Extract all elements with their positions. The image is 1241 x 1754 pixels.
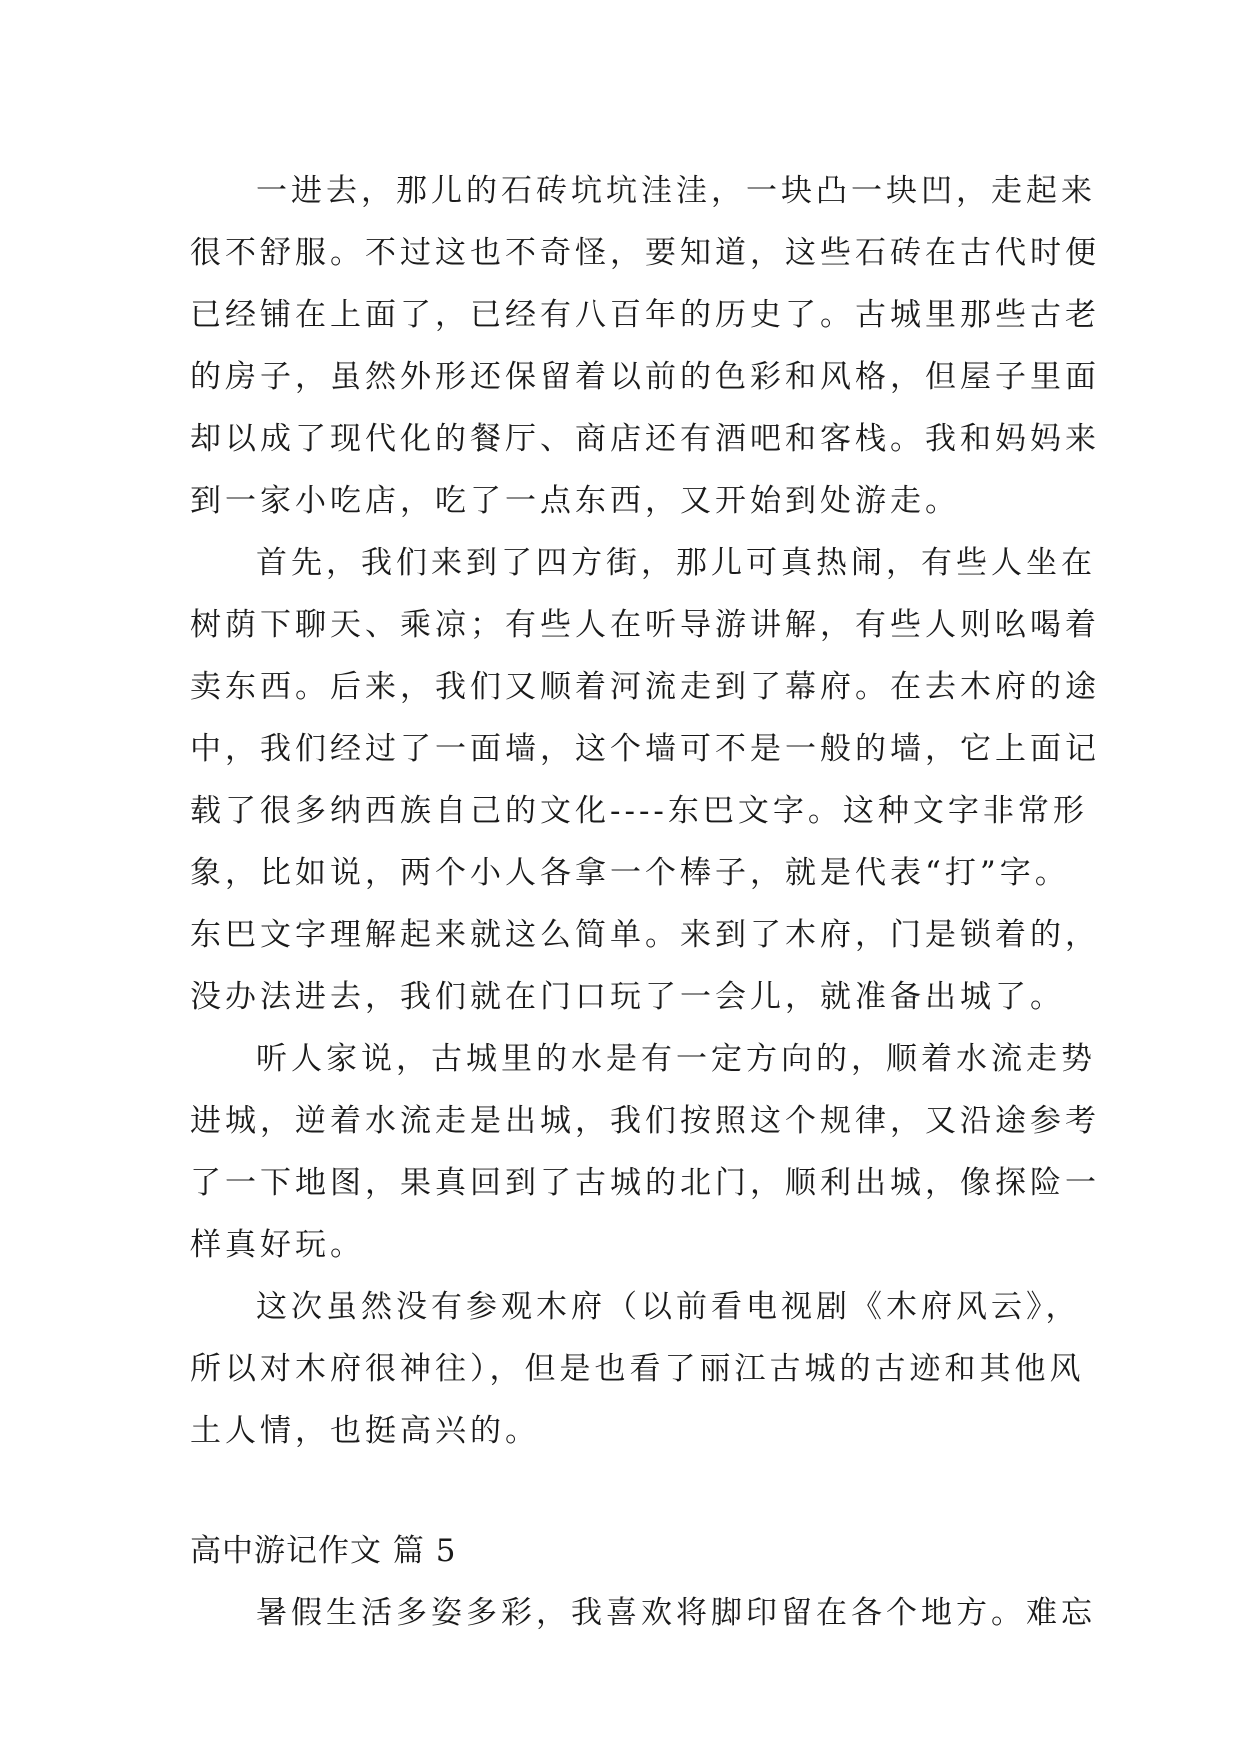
paragraph-line: 所以对木府很神往），但是也看了丽江古城的古迹和其他风 bbox=[190, 1351, 1085, 1387]
paragraph-line: 中，我们经过了一面墙，这个墙可不是一般的墙，它上面记 bbox=[190, 731, 1100, 767]
paragraph-line: 已经铺在上面了，已经有八百年的历史了。古城里那些古老 bbox=[190, 297, 1100, 333]
section-heading: 高中游记作文 篇 5 bbox=[190, 1533, 457, 1569]
paragraph-line: 首先，我们来到了四方街，那儿可真热闹，有些人坐在 bbox=[256, 545, 1096, 581]
section-gap bbox=[190, 1462, 1060, 1520]
paragraph-line: 到一家小吃店，吃了一点东西，又开始到处游走。 bbox=[190, 483, 960, 519]
paragraph-line: 的房子，虽然外形还保留着以前的色彩和风格，但屋子里面 bbox=[190, 359, 1100, 395]
paragraph-line: 没办法进去，我们就在门口玩了一会儿，就准备出城了。 bbox=[190, 979, 1065, 1015]
paragraph bbox=[190, 1028, 1100, 1276]
paragraph-line: 这次虽然没有参观木府（以前看电视剧《木府风云》， bbox=[256, 1289, 1081, 1325]
paragraph-line: 象，比如说，两个小人各拿一个棒子，就是代表“打”字。 bbox=[190, 855, 1070, 891]
paragraph bbox=[190, 160, 1100, 532]
paragraph-line: 样真好玩。 bbox=[190, 1227, 365, 1263]
document-body bbox=[190, 160, 1100, 1644]
paragraph-line: 进城，逆着水流走是出城，我们按照这个规律，又沿途参考 bbox=[190, 1103, 1100, 1139]
paragraph-line: 东巴文字理解起来就这么简单。来到了木府，门是锁着的， bbox=[190, 917, 1100, 953]
paragraph-line: 听人家说，古城里的水是有一定方向的，顺着水流走势 bbox=[256, 1041, 1096, 1077]
paragraph-line: 卖东西。后来，我们又顺着河流走到了幕府。在去木府的途 bbox=[190, 669, 1100, 705]
paragraph bbox=[190, 1276, 1085, 1462]
paragraph bbox=[190, 1582, 1096, 1644]
paragraph-line: 树荫下聊天、乘凉；有些人在听导游讲解，有些人则吆喝着 bbox=[190, 607, 1100, 643]
paragraph-line: 了一下地图，果真回到了古城的北门，顺利出城，像探险一 bbox=[190, 1165, 1100, 1201]
paragraph-line: 暑假生活多姿多彩，我喜欢将脚印留在各个地方。难忘 bbox=[256, 1595, 1096, 1631]
paragraph-line: 却以成了现代化的餐厅、商店还有酒吧和客栈。我和妈妈来 bbox=[190, 421, 1100, 457]
paragraph bbox=[190, 532, 1100, 1028]
paragraph-line: 载了很多纳西族自己的文化----东巴文字。这种文字非常形 bbox=[190, 793, 1088, 829]
paragraph-line: 土人情，也挺高兴的。 bbox=[190, 1413, 540, 1449]
paragraph-line: 很不舒服。不过这也不奇怪，要知道，这些石砖在古代时便 bbox=[190, 235, 1100, 271]
paragraph-line: 一进去，那儿的石砖坑坑洼洼，一块凸一块凹，走起来 bbox=[256, 173, 1096, 209]
